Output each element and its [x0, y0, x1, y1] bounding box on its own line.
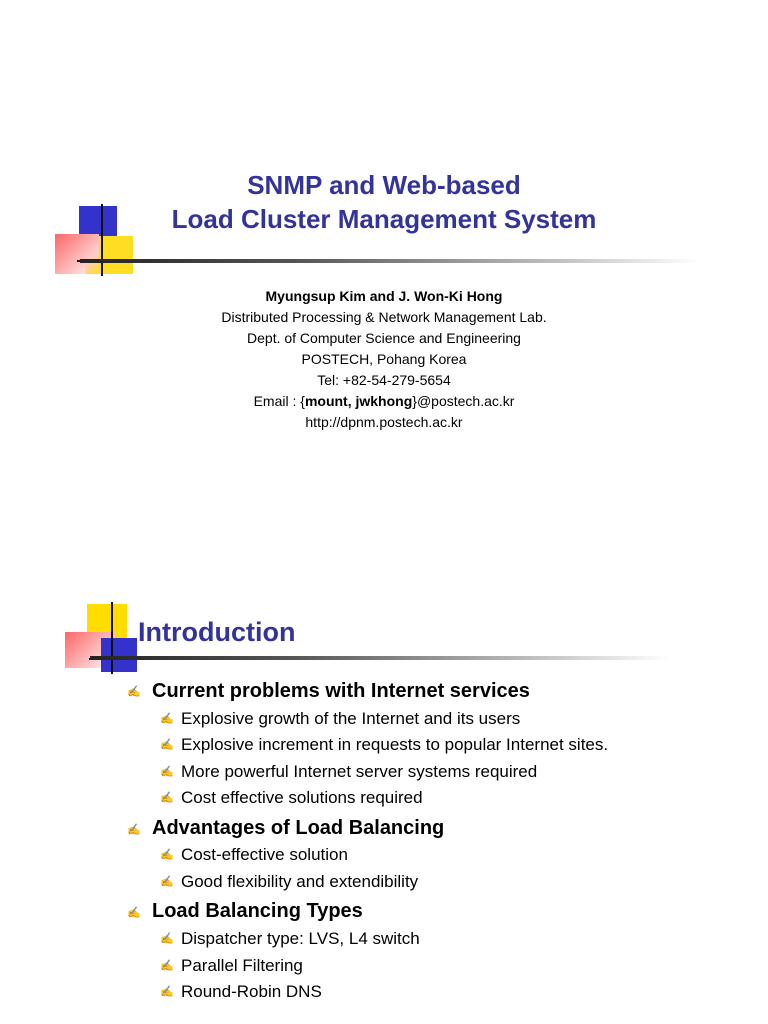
pen-nib-icon: ✍: [127, 824, 141, 836]
pen-nib-icon: ✍: [160, 849, 174, 861]
list-item: More powerful Internet server systems required: [181, 762, 538, 781]
section-heading: Load Balancing Types: [152, 900, 363, 922]
intro-logo-decoration: [65, 602, 145, 674]
title-line-1: SNMP and Web-based: [247, 170, 521, 200]
list-item: Dispatcher type: LVS, L4 switch: [181, 929, 420, 948]
list-item: Cost-effective solution: [181, 845, 348, 864]
pen-nib-icon: ✍: [160, 792, 174, 804]
list-item: Round-Robin DNS: [181, 982, 322, 1001]
department: Dept. of Computer Science and Engineering: [247, 330, 521, 346]
pen-nib-icon: ✍: [160, 739, 174, 751]
pen-nib-icon: ✍: [160, 876, 174, 888]
section-heading: Advantages of Load Balancing: [152, 817, 445, 839]
list-item: Parallel Filtering: [181, 956, 303, 975]
list-item: Good flexibility and extendibility: [181, 872, 419, 891]
pen-nib-icon: ✍: [160, 986, 174, 998]
author-block: [0, 286, 768, 433]
title-underline: [80, 259, 700, 263]
pen-nib-icon: ✍: [160, 713, 174, 725]
section-heading: Current problems with Internet services: [152, 680, 530, 702]
email-prefix: Email : {: [253, 393, 305, 409]
list-item: Cost effective solutions required: [181, 788, 423, 807]
intro-title-underline: [90, 656, 670, 660]
email-names: mount, jwkhong: [304, 393, 413, 409]
email-line: [0, 391, 768, 412]
pen-nib-icon: ✍: [127, 686, 141, 698]
pen-nib-icon: ✍: [160, 766, 174, 778]
title-line-2: Load Cluster Management System: [171, 204, 597, 234]
pen-nib-icon: ✍: [160, 960, 174, 972]
list-item: Explosive increment in requests to popular Internet sites.: [181, 735, 609, 754]
email-suffix: }@postech.ac.kr: [412, 393, 515, 409]
intro-title: Introduction: [138, 617, 296, 647]
university: POSTECH, Pohang Korea: [301, 351, 467, 367]
author-names: Myungsup Kim and J. Won-Ki Hong: [265, 288, 503, 304]
lab-name: Distributed Processing & Network Management Lab.: [221, 309, 547, 325]
pen-nib-icon: ✍: [127, 907, 141, 919]
telephone: Tel: +82-54-279-5654: [317, 372, 451, 388]
list-item: Explosive growth of the Internet and its users: [181, 709, 521, 728]
website-url: http://dpnm.postech.ac.kr: [305, 414, 463, 430]
slide-title: [0, 168, 768, 236]
pen-nib-icon: ✍: [160, 933, 174, 945]
